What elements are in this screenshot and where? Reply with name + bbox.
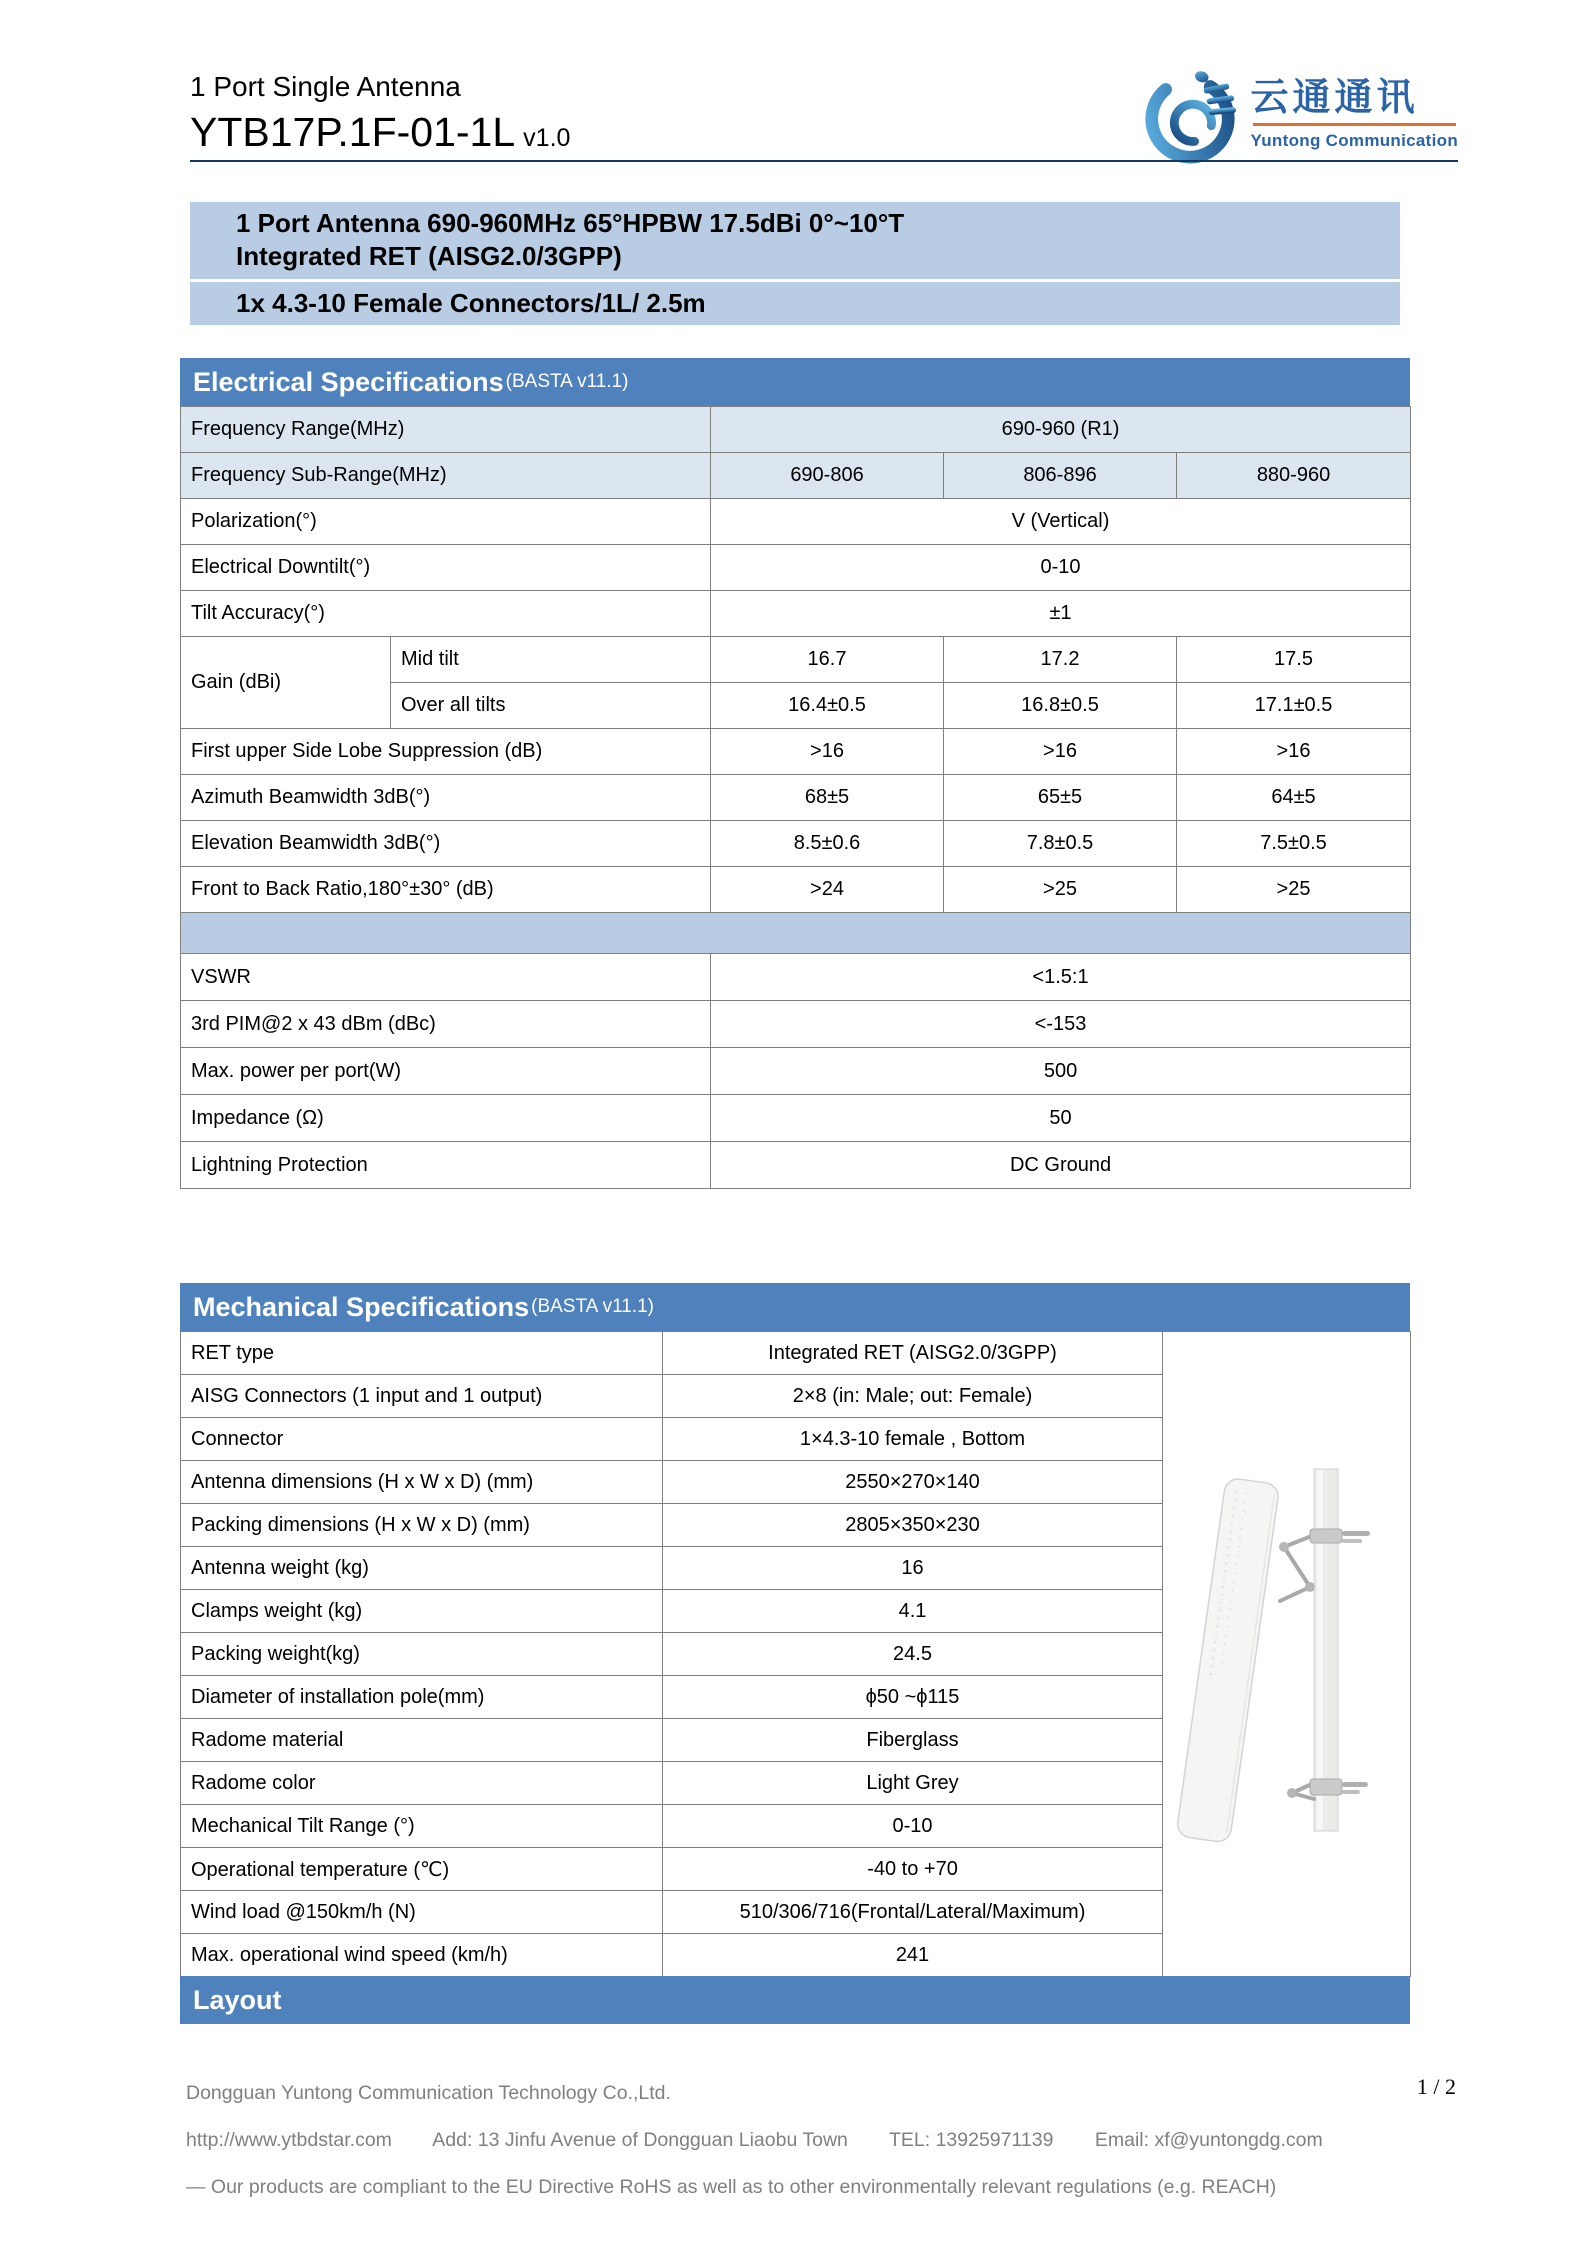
table-row xyxy=(181,1142,1411,1189)
spec-value: 2805×350×230 xyxy=(663,1504,1163,1547)
mechanical-section-subtitle: (BASTA v11.1) xyxy=(531,1296,654,1317)
layout-section-title: Layout xyxy=(193,1984,282,2015)
footer-website-link[interactable]: http://www.ytbdstar.com xyxy=(186,2129,392,2151)
page-footer xyxy=(186,2070,1456,2211)
spec-value: V (Vertical) xyxy=(711,499,1411,545)
spec-value: 690-960 (R1) xyxy=(711,407,1411,453)
spec-value: 880-960 xyxy=(1177,453,1411,499)
spec-value: 500 xyxy=(711,1048,1411,1095)
spec-label: Wind load @150km/h (N) xyxy=(181,1891,663,1934)
spec-value: 0-10 xyxy=(663,1805,1163,1848)
product-summary-banner xyxy=(190,202,1400,325)
electrical-section-subtitle: (BASTA v11.1) xyxy=(505,371,629,392)
spec-label: Radome color xyxy=(181,1762,663,1805)
title-block xyxy=(190,70,570,162)
spec-value: 17.5 xyxy=(1177,637,1411,683)
electrical-specifications-section xyxy=(180,358,1410,1189)
spec-value: 16 xyxy=(663,1547,1163,1590)
spec-label: Frequency Sub-Range(MHz) xyxy=(181,453,711,499)
spec-value: 7.5±0.5 xyxy=(1177,821,1411,867)
banner-line-1: 1 Port Antenna 690-960MHz 65°HPBW 17.5dBi 0°~10°T xyxy=(236,208,905,238)
spec-label: Max. power per port(W) xyxy=(181,1048,711,1095)
table-row xyxy=(181,1095,1411,1142)
antenna-product-image xyxy=(1163,1332,1411,1977)
spec-value: 16.7 xyxy=(711,637,944,683)
spec-value: 16.8±0.5 xyxy=(944,683,1177,729)
banner-line-2: Integrated RET (AISG2.0/3GPP) xyxy=(236,241,622,271)
table-row xyxy=(181,637,1411,683)
table-row xyxy=(181,591,1411,637)
spec-value: 7.8±0.5 xyxy=(944,821,1177,867)
header-divider-line xyxy=(190,160,1458,162)
product-line-title: 1 Port Single Antenna xyxy=(190,71,461,102)
spec-sublabel: Mid tilt xyxy=(391,637,711,683)
spec-value: 2550×270×140 xyxy=(663,1461,1163,1504)
spec-label: Antenna dimensions (H x W x D) (mm) xyxy=(181,1461,663,1504)
layout-section xyxy=(180,1976,1410,2024)
spec-label: Max. operational wind speed (km/h) xyxy=(181,1934,663,1977)
spec-label: AISG Connectors (1 input and 1 output) xyxy=(181,1375,663,1418)
spec-label: Lightning Protection xyxy=(181,1142,711,1189)
spec-value: >25 xyxy=(1177,867,1411,913)
table-row xyxy=(181,729,1411,775)
version-label: v1.0 xyxy=(523,124,571,152)
spec-value: 241 xyxy=(663,1934,1163,1977)
spec-value: 510/306/716(Frontal/Lateral/Maximum) xyxy=(663,1891,1163,1934)
banner-top-band xyxy=(190,202,1400,279)
spec-label: Clamps weight (kg) xyxy=(181,1590,663,1633)
footer-telephone: TEL: 13925971139 xyxy=(888,2129,1054,2151)
page-number: 1 / 2 xyxy=(1416,2074,1456,2099)
spec-value: >24 xyxy=(711,867,944,913)
spec-sublabel: Over all tilts xyxy=(391,683,711,729)
spec-label: Tilt Accuracy(°) xyxy=(181,591,711,637)
model-number: YTB17P.1F-01-1L xyxy=(190,109,516,155)
spec-value: ±1 xyxy=(711,591,1411,637)
spec-label: Electrical Downtilt(°) xyxy=(181,545,711,591)
spec-value: >16 xyxy=(711,729,944,775)
table-row xyxy=(181,407,1411,453)
spec-label: Connector xyxy=(181,1418,663,1461)
logo-english-name: Yuntong Communication xyxy=(1250,131,1458,151)
spec-value: 2×8 (in: Male; out: Female) xyxy=(663,1375,1163,1418)
spec-value: 4.1 xyxy=(663,1590,1163,1633)
spec-label: VSWR xyxy=(181,954,711,1001)
spec-value: >25 xyxy=(944,867,1177,913)
logo-orange-divider xyxy=(1253,123,1456,126)
logo-chinese-name: 云通通讯 xyxy=(1250,76,1419,119)
spec-value: 16.4±0.5 xyxy=(711,683,944,729)
spec-value: 8.5±0.6 xyxy=(711,821,944,867)
spec-label: Polarization(°) xyxy=(181,499,711,545)
table-row xyxy=(181,1048,1411,1095)
spec-label: Frequency Range(MHz) xyxy=(181,407,711,453)
banner-bottom-band xyxy=(190,282,1400,325)
footer-address: Add: 13 Jinfu Avenue of Dongguan Liaobu Town xyxy=(432,2129,848,2151)
table-row xyxy=(181,499,1411,545)
spec-value: 68±5 xyxy=(711,775,944,821)
spec-value: 806-896 xyxy=(944,453,1177,499)
footer-text-block xyxy=(186,2070,1323,2211)
spec-value: 690-806 xyxy=(711,453,944,499)
spec-label: Radome material xyxy=(181,1719,663,1762)
spec-label: Impedance (Ω) xyxy=(181,1095,711,1142)
table-row xyxy=(181,1001,1411,1048)
spec-value: >16 xyxy=(944,729,1177,775)
footer-compliance-note: — Our products are compliant to the EU Directive RoHS as well as to other environmentally relevant regulations (e.g. REACH) xyxy=(186,2176,1277,2198)
spec-label: Packing dimensions (H x W x D) (mm) xyxy=(181,1504,663,1547)
spec-value: ϕ50 ~ϕ115 xyxy=(663,1676,1163,1719)
antenna-illustration xyxy=(1164,1341,1410,1961)
spec-label: Azimuth Beamwidth 3dB(°) xyxy=(181,775,711,821)
spec-value: 24.5 xyxy=(663,1633,1163,1676)
footer-contact-line xyxy=(186,2117,1323,2164)
table-row xyxy=(181,954,1411,1001)
electrical-section-title: Electrical Specifications xyxy=(193,366,504,397)
spec-value: 17.2 xyxy=(944,637,1177,683)
table-row xyxy=(181,453,1411,499)
spec-value: DC Ground xyxy=(711,1142,1411,1189)
table-row xyxy=(181,545,1411,591)
spec-value: <1.5:1 xyxy=(711,954,1411,1001)
table-row xyxy=(181,775,1411,821)
footer-email: Email: xf@yuntongdg.com xyxy=(1094,2129,1323,2151)
spec-value: -40 to +70 xyxy=(663,1848,1163,1891)
spec-label: Front to Back Ratio,180°±30° (dB) xyxy=(181,867,711,913)
yuntong-logo-icon xyxy=(1141,66,1239,164)
mechanical-section-title: Mechanical Specifications xyxy=(193,1291,530,1322)
layout-section-header xyxy=(180,1976,1410,2024)
page-header xyxy=(190,70,1458,164)
spec-label: Mechanical Tilt Range (°) xyxy=(181,1805,663,1848)
footer-company-name: Dongguan Yuntong Communication Technology Co.,Ltd. xyxy=(186,2082,671,2104)
spec-label: Operational temperature (℃) xyxy=(181,1848,663,1891)
table-row xyxy=(181,867,1411,913)
spec-label: Gain (dBi) xyxy=(181,637,391,729)
spec-value: 0-10 xyxy=(711,545,1411,591)
model-title xyxy=(190,108,570,162)
spec-value: <-153 xyxy=(711,1001,1411,1048)
spec-value: Light Grey xyxy=(663,1762,1163,1805)
table-row xyxy=(181,821,1411,867)
spec-label: Packing weight(kg) xyxy=(181,1633,663,1676)
spec-label: Elevation Beamwidth 3dB(°) xyxy=(181,821,711,867)
spec-value: >16 xyxy=(1177,729,1411,775)
spec-value: 1×4.3-10 female , Bottom xyxy=(663,1418,1163,1461)
company-logo xyxy=(1141,66,1458,164)
spec-label: Diameter of installation pole(mm) xyxy=(181,1676,663,1719)
mechanical-specifications-section xyxy=(180,1283,1410,1977)
spec-label: 3rd PIM@2 x 43 dBm (dBc) xyxy=(181,1001,711,1048)
table-row xyxy=(181,1332,1411,1375)
spec-label: First upper Side Lobe Suppression (dB) xyxy=(181,729,711,775)
mechanical-section-header xyxy=(180,1283,1410,1331)
spec-value: Fiberglass xyxy=(663,1719,1163,1762)
spec-value: 50 xyxy=(711,1095,1411,1142)
section-divider-band xyxy=(181,913,1411,954)
banner-line-3: 1x 4.3-10 Female Connectors/1L/ 2.5m xyxy=(236,288,706,318)
spec-value: Integrated RET (AISG2.0/3GPP) xyxy=(663,1332,1163,1375)
mechanical-specs-table xyxy=(180,1331,1411,1977)
logo-text xyxy=(1250,76,1458,152)
spec-value: 64±5 xyxy=(1177,775,1411,821)
electrical-specs-table xyxy=(180,406,1411,1189)
electrical-section-header xyxy=(180,358,1410,406)
spec-label: Antenna weight (kg) xyxy=(181,1547,663,1590)
spec-value: 17.1±0.5 xyxy=(1177,683,1411,729)
spec-value: 65±5 xyxy=(944,775,1177,821)
spec-label: RET type xyxy=(181,1332,663,1375)
